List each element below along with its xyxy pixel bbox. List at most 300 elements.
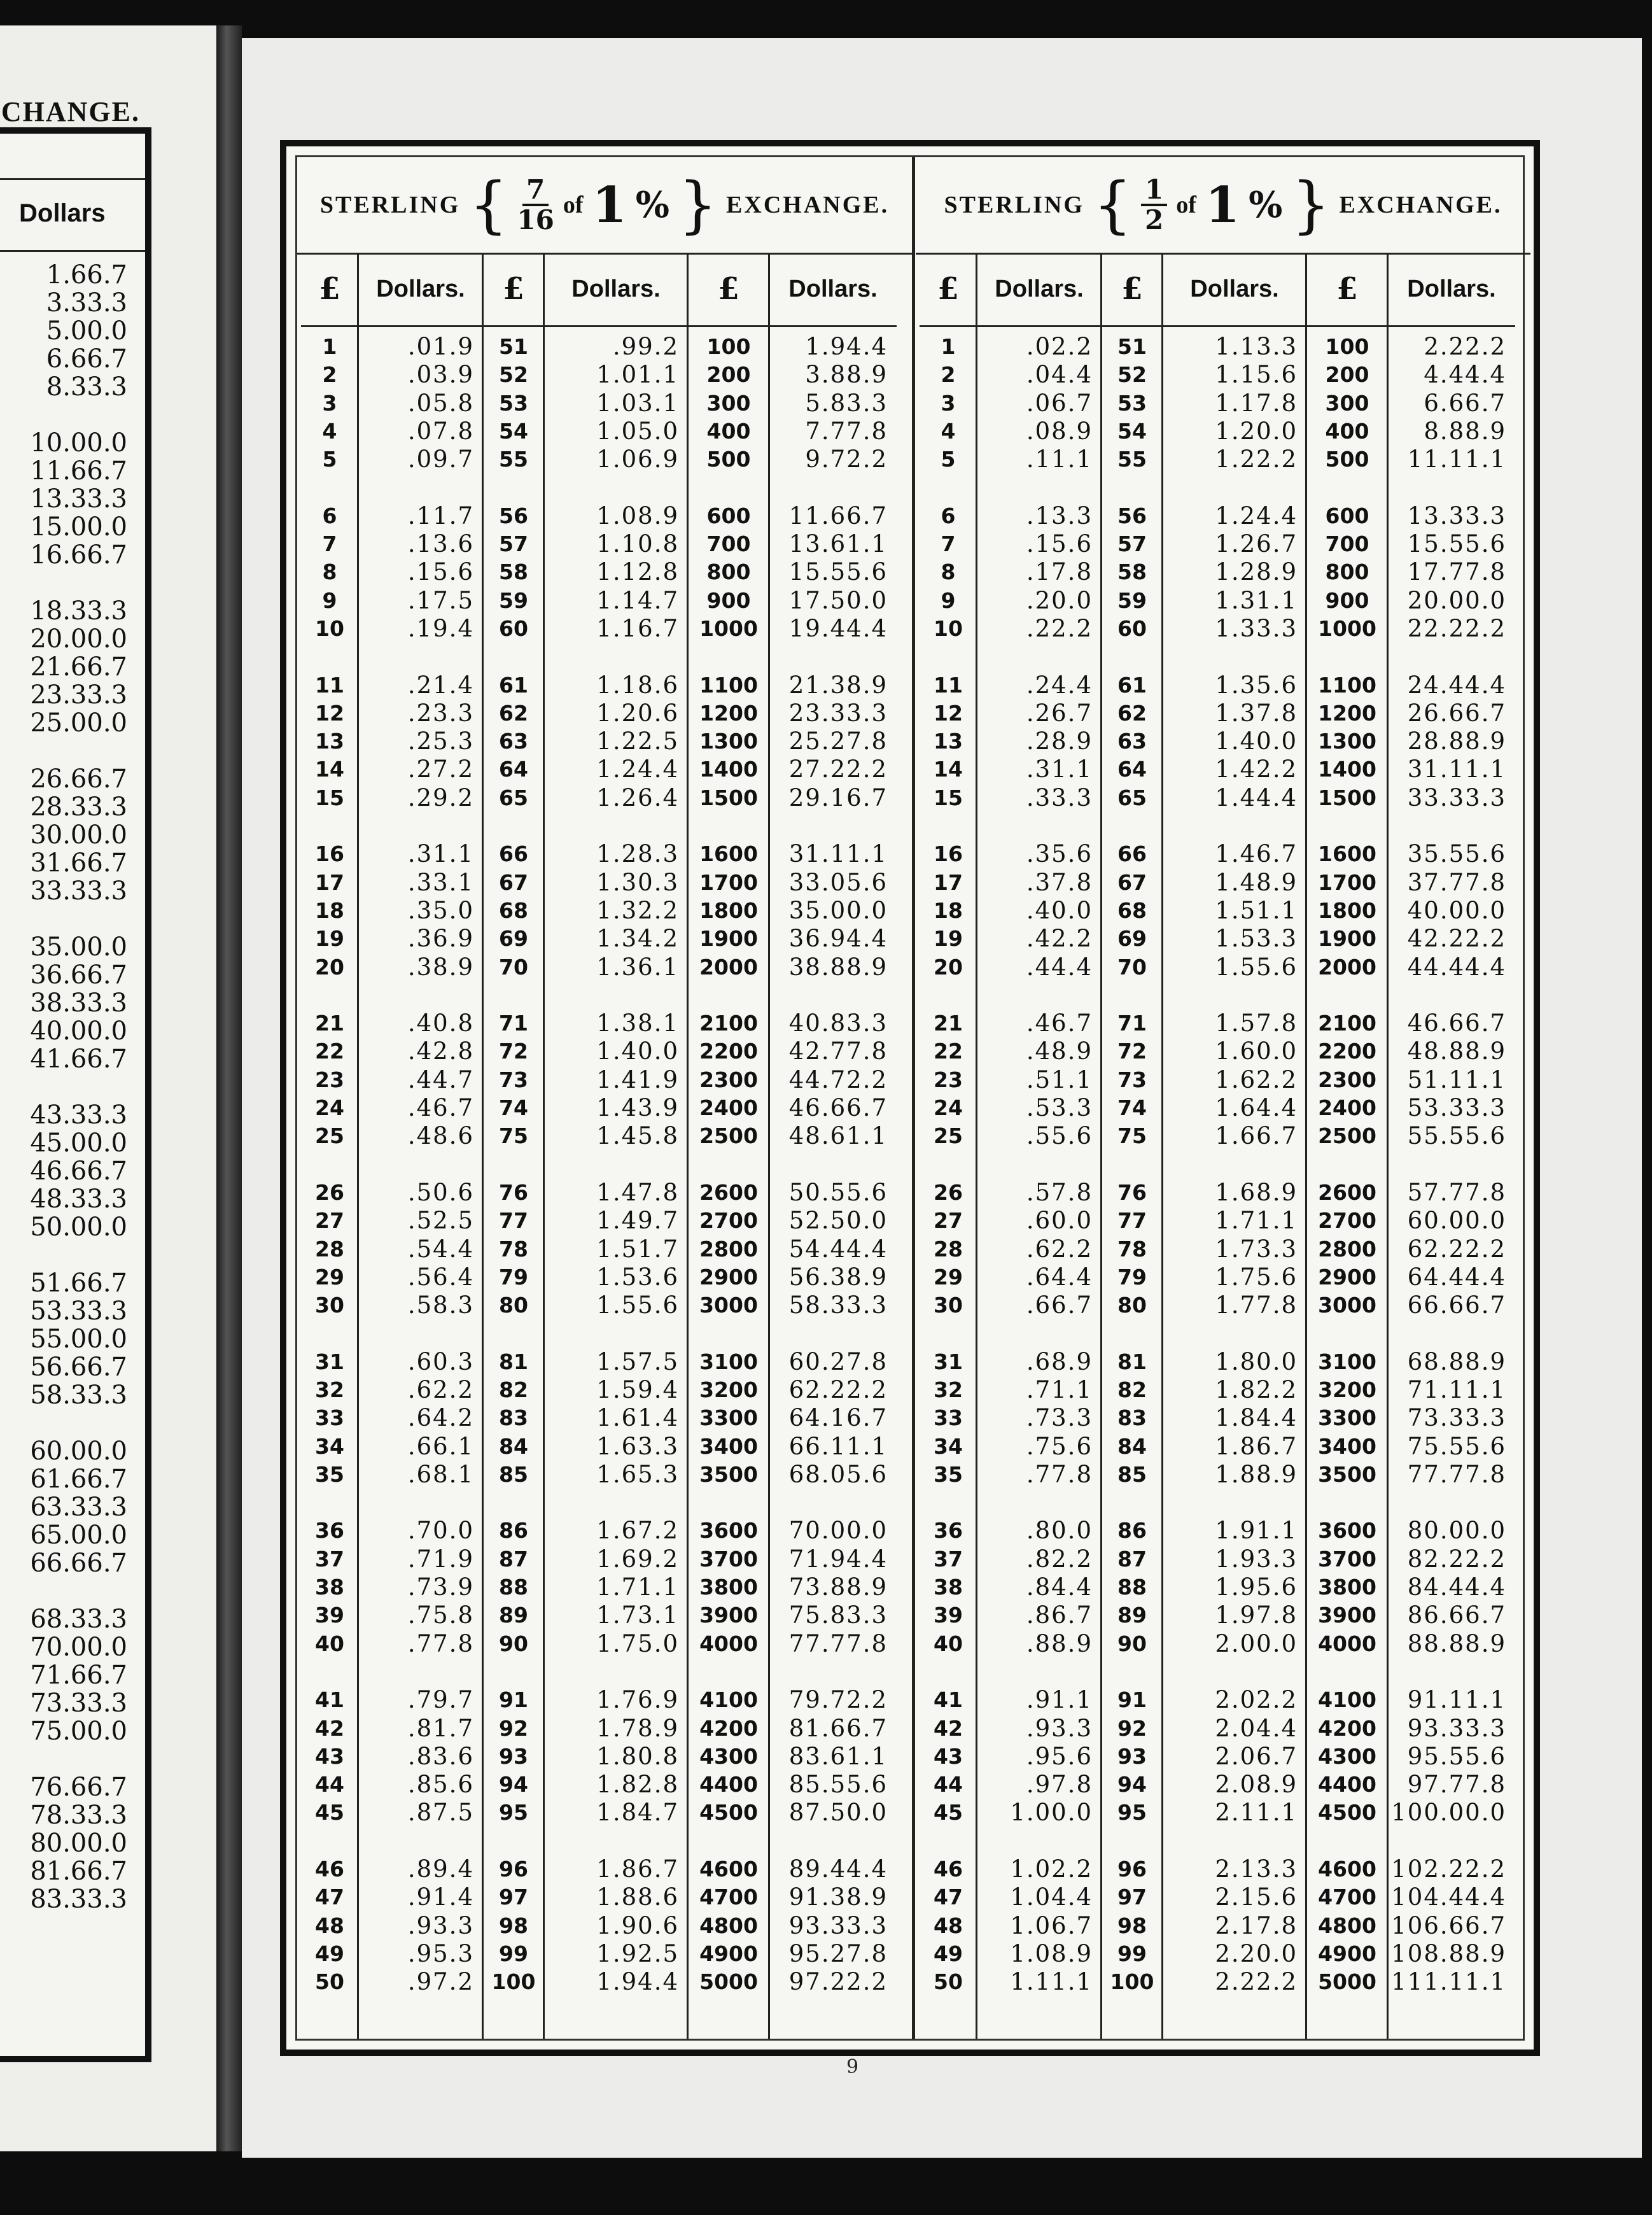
group-spacer xyxy=(1306,1151,1388,1179)
left-dollars-cell: 10.00.0 xyxy=(30,428,127,458)
pound-cell: 5 xyxy=(322,447,337,472)
dollars-cell: .13.6 xyxy=(407,530,474,558)
dollars-cell: 1.17.8 xyxy=(1215,389,1298,417)
group-spacer xyxy=(769,1489,888,1517)
group-spacer xyxy=(544,1489,679,1517)
pound-cell: 84 xyxy=(1117,1433,1147,1459)
dollars-cell: 56.38.9 xyxy=(788,1263,888,1291)
pound-cell: 3700 xyxy=(1318,1546,1376,1572)
left-dollars-cell: 20.00.0 xyxy=(30,624,127,654)
dollars-cell: 1.36.1 xyxy=(596,953,679,981)
dollars-cell: 1.06.7 xyxy=(1010,1911,1093,1939)
group-spacer xyxy=(688,474,769,502)
dollars-cell: 75.55.6 xyxy=(1407,1432,1506,1460)
group-spacer xyxy=(1306,981,1388,1009)
group-spacer xyxy=(301,1151,358,1179)
pound-cell: 300 xyxy=(1325,390,1369,416)
pound-cell: 80 xyxy=(1117,1293,1147,1318)
dollars-cell: 97.22.2 xyxy=(788,1968,888,1996)
pound-column xyxy=(920,333,977,1997)
dollars-cell: .64.2 xyxy=(407,1404,474,1432)
pound-cell: 40 xyxy=(934,1631,963,1656)
pound-cell: 76 xyxy=(499,1179,528,1205)
pound-cell: 34 xyxy=(315,1433,344,1459)
dollars-cell: .15.6 xyxy=(1026,530,1093,558)
pound-cell: 3300 xyxy=(1318,1405,1376,1431)
left-dollars-cell: 56.66.7 xyxy=(30,1353,127,1382)
pound-cell: 38 xyxy=(315,1575,344,1600)
dollars-cell: 1.16.7 xyxy=(596,614,679,642)
left-dollars-cell: 43.33.3 xyxy=(30,1100,127,1130)
dollars-cell: .11.1 xyxy=(1026,446,1093,474)
group-spacer xyxy=(977,1319,1093,1347)
pound-cell: 96 xyxy=(499,1857,528,1882)
dollars-cell: .71.9 xyxy=(407,1545,474,1573)
dollars-cell: 13.61.1 xyxy=(788,530,888,558)
dollars-cell: 84.44.4 xyxy=(1407,1573,1506,1601)
pound-cell: 62 xyxy=(1117,700,1147,726)
group-spacer xyxy=(483,812,544,840)
pound-cell: 4100 xyxy=(1318,1687,1376,1713)
pound-cell: 40 xyxy=(315,1631,344,1656)
dollars-cell: 1.93.3 xyxy=(1215,1545,1298,1573)
pound-column-header: £ xyxy=(1306,253,1388,327)
dollars-cell: 89.44.4 xyxy=(788,1855,888,1883)
dollars-cell: .37.8 xyxy=(1026,868,1093,896)
dollars-cell: 1.51.1 xyxy=(1215,896,1298,924)
dollars-cell: .82.2 xyxy=(1026,1545,1093,1573)
pound-cell: 83 xyxy=(499,1405,528,1431)
dollars-cell: 1.65.3 xyxy=(596,1460,679,1488)
pound-cell: 23 xyxy=(934,1067,963,1092)
dollars-cell: 108.88.9 xyxy=(1391,1939,1506,1967)
dollars-cell: 1.24.4 xyxy=(596,756,679,784)
dollars-cell: 1.55.6 xyxy=(1215,953,1298,981)
dollars-cell: 1.67.2 xyxy=(596,1517,679,1545)
pound-cell: 1700 xyxy=(699,869,758,895)
dollars-cell: 1.24.4 xyxy=(1215,502,1298,530)
group-spacer xyxy=(358,981,474,1009)
dollars-cell: 1.80.8 xyxy=(596,1742,679,1770)
pound-cell: 79 xyxy=(499,1264,528,1290)
dollars-cell: 1.69.2 xyxy=(596,1545,679,1573)
pound-cell: 19 xyxy=(315,926,344,952)
dollars-cell: 21.38.9 xyxy=(788,671,888,699)
pound-cell: 61 xyxy=(499,672,528,698)
dollars-cell: .93.3 xyxy=(407,1911,474,1939)
title-sterling: STERLING xyxy=(944,192,1084,218)
dollars-cell: .85.6 xyxy=(407,1771,474,1799)
pound-cell: 39 xyxy=(934,1603,963,1628)
group-spacer xyxy=(688,981,769,1009)
dollars-cell: .68.9 xyxy=(1026,1347,1093,1375)
dollars-cell: 1.71.1 xyxy=(1215,1207,1298,1235)
pound-cell: 18 xyxy=(934,897,963,923)
pound-cell: 2000 xyxy=(699,954,758,980)
pound-cell: 81 xyxy=(499,1349,528,1374)
dollars-cell: 1.88.9 xyxy=(1215,1460,1298,1488)
pound-cell: 4800 xyxy=(699,1913,758,1938)
dollars-cell: 1.88.6 xyxy=(596,1883,679,1911)
pound-cell: 89 xyxy=(1117,1603,1147,1628)
pound-cell: 54 xyxy=(499,418,528,444)
pound-cell: 2 xyxy=(322,362,337,388)
dollars-cell: .33.1 xyxy=(407,868,474,896)
group-spacer xyxy=(1163,812,1298,840)
dollars-cell: .20.0 xyxy=(1026,586,1093,614)
dollars-cell: 46.66.7 xyxy=(1407,1009,1506,1037)
title-exchange: EXCHANGE. xyxy=(1339,192,1502,218)
dollars-cell: 1.71.1 xyxy=(596,1573,679,1601)
dollars-cell: 95.27.8 xyxy=(788,1939,888,1967)
group-spacer xyxy=(688,1489,769,1517)
group-spacer xyxy=(301,1658,358,1686)
pound-cell: 3500 xyxy=(699,1461,758,1487)
dollars-cell: 1.15.6 xyxy=(1215,361,1298,389)
dollars-cell: 31.11.1 xyxy=(788,840,888,868)
group-spacer xyxy=(920,812,977,840)
pound-cell: 4700 xyxy=(699,1885,758,1910)
pound-cell: 3900 xyxy=(1318,1603,1376,1628)
dollars-cell: .40.8 xyxy=(407,1009,474,1037)
pound-cell: 22 xyxy=(315,1039,344,1064)
group-spacer xyxy=(920,643,977,671)
pound-cell: 4500 xyxy=(699,1800,758,1825)
dollars-cell: 79.72.2 xyxy=(788,1686,888,1714)
group-spacer xyxy=(1388,474,1506,502)
pound-cell: 800 xyxy=(1325,559,1369,585)
left-dollars-cell: 83.33.3 xyxy=(30,1885,127,1914)
pound-cell: 4 xyxy=(941,418,956,444)
pound-cell: 35 xyxy=(315,1461,344,1487)
dollars-cell: .52.5 xyxy=(407,1207,474,1235)
pound-cell: 52 xyxy=(499,362,528,388)
group-spacer xyxy=(1388,1319,1506,1347)
dollars-cell: 1.97.8 xyxy=(1215,1601,1298,1629)
pound-cell: 55 xyxy=(499,447,528,472)
pound-cell: 22 xyxy=(934,1039,963,1064)
group-spacer xyxy=(1102,1151,1163,1179)
pound-cell: 100 xyxy=(706,334,751,359)
group-spacer xyxy=(1306,1319,1388,1347)
group-spacer xyxy=(544,1827,679,1855)
pound-cell: 70 xyxy=(1117,954,1147,980)
dollars-cell: 102.22.2 xyxy=(1391,1855,1506,1883)
pound-cell: 600 xyxy=(706,503,751,528)
fraction-numerator: 1 xyxy=(1141,176,1167,206)
group-spacer xyxy=(769,1319,888,1347)
group-spacer xyxy=(358,1827,474,1855)
dollars-cell: 48.88.9 xyxy=(1407,1037,1506,1065)
dollars-cell: 55.55.6 xyxy=(1407,1122,1506,1150)
pound-cell: 500 xyxy=(706,447,751,472)
dollars-cell: .73.3 xyxy=(1026,1404,1093,1432)
pound-cell: 3200 xyxy=(699,1377,758,1402)
pound-cell: 39 xyxy=(315,1603,344,1628)
pound-cell: 4400 xyxy=(699,1772,758,1797)
pound-cell: 72 xyxy=(499,1039,528,1064)
group-spacer xyxy=(977,1151,1093,1179)
pound-cell: 5000 xyxy=(699,1969,758,1995)
dollars-cell: 1.86.7 xyxy=(1215,1432,1298,1460)
pound-cell: 2900 xyxy=(1318,1264,1376,1290)
dollars-cell: 2.00.0 xyxy=(1215,1629,1298,1657)
dollars-cell: .21.4 xyxy=(407,671,474,699)
group-spacer xyxy=(1306,1827,1388,1855)
group-spacer xyxy=(301,1489,358,1517)
dollars-cell: .68.1 xyxy=(407,1460,474,1488)
pound-cell: 77 xyxy=(499,1208,528,1234)
dollars-cell: 1.22.2 xyxy=(1215,446,1298,474)
group-spacer xyxy=(1388,812,1506,840)
left-dollars-cell: 11.66.7 xyxy=(30,456,127,486)
pound-cell: 64 xyxy=(499,757,528,782)
dollars-cell: 25.27.8 xyxy=(788,728,888,756)
pound-cell: 74 xyxy=(499,1095,528,1121)
dollars-cell: 1.10.8 xyxy=(596,530,679,558)
dollars-column-header: Dollars. xyxy=(1163,253,1306,327)
dollars-cell: 48.61.1 xyxy=(788,1122,888,1150)
pound-cell: 65 xyxy=(1117,785,1147,810)
dollars-cell: .64.4 xyxy=(1026,1263,1093,1291)
dollars-cell: .25.3 xyxy=(407,728,474,756)
group-spacer xyxy=(1306,812,1388,840)
pound-cell: 78 xyxy=(1117,1236,1147,1262)
dollars-cell: 1.22.5 xyxy=(596,728,679,756)
dollars-cell: 1.03.1 xyxy=(596,389,679,417)
group-spacer xyxy=(483,474,544,502)
dollars-cell: 1.84.7 xyxy=(596,1799,679,1827)
pound-cell: 4000 xyxy=(699,1631,758,1656)
left-dollars-cell: 31.66.7 xyxy=(30,848,127,878)
pound-cell: 50 xyxy=(315,1969,344,1995)
dollars-cell: 26.66.7 xyxy=(1407,699,1506,727)
dollars-cell: .15.6 xyxy=(407,558,474,586)
pound-cell: 26 xyxy=(934,1179,963,1205)
left-dollars-cell: 35.00.0 xyxy=(30,932,127,962)
left-dollars-cell: 28.33.3 xyxy=(30,792,127,822)
pound-cell: 58 xyxy=(1117,559,1147,585)
dollars-cell: 54.44.4 xyxy=(788,1235,888,1263)
group-spacer xyxy=(977,643,1093,671)
dollars-cell: 1.80.0 xyxy=(1215,1347,1298,1375)
dollars-cell: .62.2 xyxy=(407,1375,474,1403)
dollars-cell: 1.37.8 xyxy=(1215,699,1298,727)
title-exchange: EXCHANGE. xyxy=(726,192,890,218)
dollars-column xyxy=(977,333,1093,1997)
page-number: 9 xyxy=(846,2056,859,2078)
left-dollars-cell: 36.66.7 xyxy=(30,960,127,990)
group-spacer xyxy=(688,1151,769,1179)
pound-cell: 32 xyxy=(934,1377,963,1402)
dollars-cell: 52.50.0 xyxy=(788,1207,888,1235)
pound-cell: 12 xyxy=(934,700,963,726)
dollars-cell: 86.66.7 xyxy=(1407,1601,1506,1629)
group-spacer xyxy=(920,474,977,502)
dollars-cell: .13.3 xyxy=(1026,502,1093,530)
dollars-cell: 33.33.3 xyxy=(1407,784,1506,812)
dollars-cell: 2.13.3 xyxy=(1215,1855,1298,1883)
pound-cell: 9 xyxy=(322,587,337,613)
group-spacer xyxy=(1102,981,1163,1009)
dollars-cell: .38.9 xyxy=(407,953,474,981)
dollars-cell: .19.4 xyxy=(407,614,474,642)
dollars-cell: 2.06.7 xyxy=(1215,1742,1298,1770)
pound-cell: 1900 xyxy=(1318,926,1376,952)
pound-cell: 33 xyxy=(934,1405,963,1431)
pound-cell: 4200 xyxy=(699,1715,758,1741)
dollars-cell: 2.02.2 xyxy=(1215,1686,1298,1714)
pound-cell: 17 xyxy=(315,869,344,895)
group-spacer xyxy=(688,812,769,840)
pound-cell: 99 xyxy=(499,1941,528,1966)
dollars-cell: 2.22.2 xyxy=(1215,1968,1298,1996)
group-spacer xyxy=(977,1658,1093,1686)
pound-cell: 89 xyxy=(499,1603,528,1628)
dollars-cell: 1.53.3 xyxy=(1215,925,1298,953)
pound-cell: 3600 xyxy=(1318,1518,1376,1543)
pound-cell: 55 xyxy=(1117,447,1147,472)
dollars-cell: 37.77.8 xyxy=(1407,868,1506,896)
group-spacer xyxy=(544,1151,679,1179)
dollars-cell: 5.83.3 xyxy=(805,389,888,417)
pound-cell: 2 xyxy=(941,362,956,388)
left-dollars-cell: 13.33.3 xyxy=(30,484,127,514)
left-page-values xyxy=(0,261,127,1913)
dollars-cell: 82.22.2 xyxy=(1407,1545,1506,1573)
dollars-cell: .77.8 xyxy=(407,1629,474,1657)
dollars-cell: 1.40.0 xyxy=(1215,728,1298,756)
group-spacer xyxy=(0,1241,127,1269)
group-spacer xyxy=(1102,1489,1163,1517)
group-spacer xyxy=(1163,643,1298,671)
dollars-cell: 62.22.2 xyxy=(788,1375,888,1403)
pound-column-header: £ xyxy=(483,253,544,327)
pound-cell: 48 xyxy=(315,1913,344,1938)
left-dollars-cell: 8.33.3 xyxy=(46,372,127,402)
group-spacer xyxy=(0,1409,127,1437)
pound-cell: 2400 xyxy=(1318,1095,1376,1121)
pound-cell: 53 xyxy=(1117,390,1147,416)
dollars-cell: 51.11.1 xyxy=(1407,1065,1506,1093)
pound-cell: 3100 xyxy=(699,1349,758,1374)
pound-cell: 41 xyxy=(315,1687,344,1713)
dollars-cell: 7.77.8 xyxy=(805,417,888,445)
group-spacer xyxy=(483,1489,544,1517)
pound-cell: 26 xyxy=(315,1179,344,1205)
pound-cell: 60 xyxy=(1117,615,1147,641)
dollars-cell: .88.9 xyxy=(1026,1629,1093,1657)
pound-cell: 1200 xyxy=(699,700,758,726)
dollars-cell: .06.7 xyxy=(1026,389,1093,417)
dollars-cell: 1.41.9 xyxy=(596,1065,679,1093)
pound-cell: 21 xyxy=(315,1011,344,1036)
dollars-cell: .31.1 xyxy=(407,840,474,868)
pound-cell: 3700 xyxy=(699,1546,758,1572)
pound-cell: 4600 xyxy=(1318,1857,1376,1882)
dollars-cell: .83.6 xyxy=(407,1742,474,1770)
dollars-cell: .17.8 xyxy=(1026,558,1093,586)
left-dollars-cell: 30.00.0 xyxy=(30,820,127,850)
dollars-cell: 1.32.2 xyxy=(596,896,679,924)
group-spacer xyxy=(544,981,679,1009)
pound-cell: 1300 xyxy=(1318,729,1376,754)
dollars-cell: .24.4 xyxy=(1026,671,1093,699)
dollars-cell: 2.20.0 xyxy=(1215,1939,1298,1967)
group-spacer xyxy=(1163,1151,1298,1179)
fraction-denominator: 16 xyxy=(517,204,554,236)
group-spacer xyxy=(483,1151,544,1179)
pound-cell: 18 xyxy=(315,897,344,923)
dollars-column-header: Dollars. xyxy=(358,253,483,327)
dollars-cell: 2.11.1 xyxy=(1215,1799,1298,1827)
dollars-cell: .99.2 xyxy=(612,333,679,360)
pound-cell: 3400 xyxy=(699,1433,758,1459)
pound-cell: 200 xyxy=(1325,362,1369,388)
pound-cell: 92 xyxy=(499,1715,528,1741)
pound-cell: 5000 xyxy=(1318,1969,1376,1995)
pound-cell: 49 xyxy=(315,1941,344,1966)
pound-cell: 3200 xyxy=(1318,1377,1376,1402)
dollars-column-header: Dollars. xyxy=(977,253,1102,327)
dollars-cell: .05.8 xyxy=(407,389,474,417)
pound-cell: 3 xyxy=(941,390,956,416)
right-brace-icon: } xyxy=(1291,169,1331,241)
left-dollars-cell: 46.66.7 xyxy=(30,1157,127,1186)
pound-cell: 46 xyxy=(315,1857,344,1882)
pound-cell: 48 xyxy=(934,1913,963,1938)
dollars-cell: 42.22.2 xyxy=(1407,925,1506,953)
pound-cell: 51 xyxy=(499,334,528,359)
pound-cell: 99 xyxy=(1117,1941,1147,1966)
pound-cell: 28 xyxy=(315,1236,344,1262)
pound-cell: 2200 xyxy=(699,1039,758,1064)
pound-cell: 33 xyxy=(315,1405,344,1431)
group-spacer xyxy=(1388,643,1506,671)
dollars-cell: .22.2 xyxy=(1026,614,1093,642)
pound-cell: 16 xyxy=(315,841,344,867)
dollars-cell: 1.18.6 xyxy=(596,671,679,699)
pound-cell: 2600 xyxy=(699,1179,758,1205)
left-dollars-header: Dollars xyxy=(19,199,106,227)
title-of: of xyxy=(1176,192,1196,218)
pound-cell: 24 xyxy=(315,1095,344,1121)
pound-column xyxy=(301,333,358,1997)
group-spacer xyxy=(769,981,888,1009)
dollars-cell: 1.34.2 xyxy=(596,925,679,953)
group-spacer xyxy=(544,643,679,671)
pound-cell: 42 xyxy=(934,1715,963,1741)
pound-cell: 44 xyxy=(934,1772,963,1797)
pound-cell: 2300 xyxy=(699,1067,758,1092)
pound-cell: 29 xyxy=(934,1264,963,1290)
left-dollars-cell: 63.33.3 xyxy=(30,1493,127,1522)
table-7-16-percent xyxy=(297,157,915,2039)
pound-cell: 47 xyxy=(315,1885,344,1910)
group-spacer xyxy=(920,1489,977,1517)
dollars-cell: 27.22.2 xyxy=(788,756,888,784)
left-dollars-cell: 21.66.7 xyxy=(30,652,127,682)
group-spacer xyxy=(1388,1827,1506,1855)
dollars-cell: 1.73.1 xyxy=(596,1601,679,1629)
left-dollars-cell: 70.00.0 xyxy=(30,1633,127,1662)
pound-cell: 45 xyxy=(315,1800,344,1825)
pound-cell: 94 xyxy=(1117,1772,1147,1797)
group-spacer xyxy=(1102,1827,1163,1855)
dollars-cell: 1.78.9 xyxy=(596,1714,679,1742)
dollars-cell: .48.6 xyxy=(407,1122,474,1150)
group-spacer xyxy=(358,812,474,840)
